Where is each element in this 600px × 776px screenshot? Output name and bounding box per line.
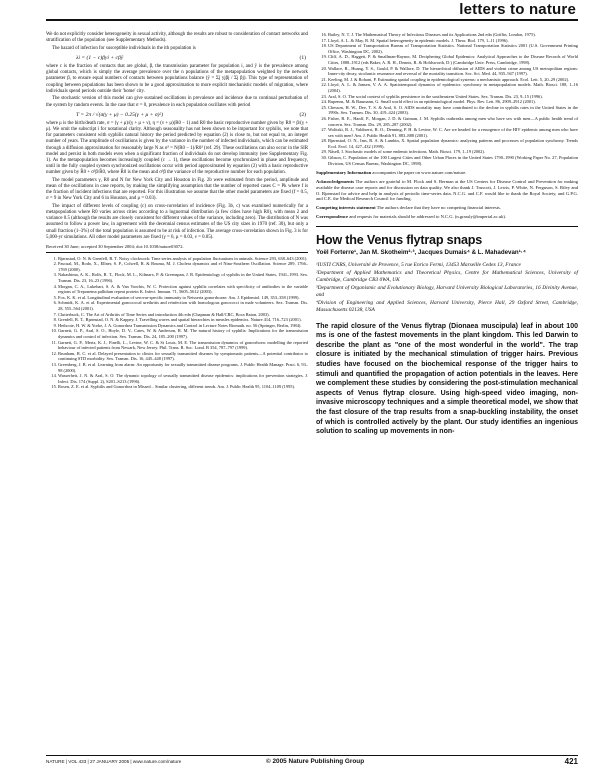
correspondence-label: Correspondence: [316, 214, 349, 220]
reference-item: 30. Gibson, C. Population of the 100 Largest Cities and Other Urban Places in the United States 1790–1990 (Working Paper No. 27, Population Division, US Census Bureau, Washington DC, 1998).: [328, 155, 578, 166]
reference-item: 25. Chesson, H. W., Dee, T. S. & Aral, S. O. AIDS mortality may have contributed to the decline in syphilis rates in the United States in the 1990s. Sex. Transm. Dis. 30, 419–424 (2003).: [328, 105, 578, 116]
correspondence: [316, 214, 578, 220]
reference-item: 12. Brunham, R. C. et al. Delayed presentation to clinics for sexually transmitted diseases by symptomatic patients—A potential contributor to continuing STD morbidity. Sex. Transm. Dis. 16, 445–448 (1997).: [58, 351, 308, 362]
competing-interests: [316, 205, 578, 211]
supplementary-label: Supplementary Information: [316, 170, 372, 176]
reference-item: 24. Rupenns, M. & Baumann, G. Small world effect in an epidemiological model. Phys. Rev. Lett. 86, 2909–2912 (2001).: [328, 99, 578, 105]
article-divider: [316, 226, 578, 227]
body-paragraph: The hazard of infection for susceptible individuals in the ith population is: [52, 45, 196, 51]
reference-item: 21. Keeling, M. J. & Rohani, P. Estimating spatial coupling in epidemiological systems: a mechanistic approach. Ecol. Lett. 5, 20–29 (2002).: [328, 77, 578, 83]
competing-label: Competing interests statement: [316, 205, 376, 211]
affiliation: ¹IUSTI CNRS, Université de Provence, 5 rue Enrico Fermi, 13453 Marseille Cedex 13, France: [316, 262, 521, 269]
reference-item: 13. Greenberg, J. B. et al. Learning from alarm: An opportunity for sexually transmitted disease programs. J. Public Health Manage. Pract. 6, 93–98 (2000).: [58, 362, 308, 373]
equation-text: λi = (1 − c)βyi + cβȳ: [76, 54, 124, 61]
affiliation: ²Department of Applied Mathematics and Theoretical Physics, Centre for Mathematical Sciences, University of Cambridge, Cambridge CB3 0WA, UK: [316, 270, 578, 284]
ack-label: Acknowledgements: [316, 179, 355, 185]
banner-rule: [46, 19, 578, 21]
left-column: [46, 32, 308, 390]
reference-item: 2. Pascual, M., Rodo, X., Ellner, S. P., Colwell, R. & Bouma, M. J. Cholera dynamics and el Nino-Southern Oscillation. Science 289, 1766–1769 (2000).: [58, 261, 308, 272]
copyright: © 2005 Nature Publishing Group: [266, 758, 365, 765]
reference-item: 15. Rosen, Z. E. et al. Syphilis and Gonorrhea in Missed... Similar clustering, different trends. Am. J. Public Health 95, 1104–1109 (1995).: [58, 384, 308, 390]
body-paragraph: The model parameters γ, R0 and N for New York City and Houston in Fig. 2b were estimated from the period, amplitude and mean of the oscillations in case reports, by making the simplifying assumption that the number of reported cases C = Pk where f is the fraction of incident infections that are reported. For this illustration we assume that the other model parameters are fixed (f = 0.5, σ = 9 in New York City and 6 in Houston, and μ = 0.03).: [46, 177, 308, 202]
reference-item: 11. Garnett, G. P., Mertz, K. J., Finelli, L., Levine, W. C. & St Louis, M. E. The transmission dynamics of gonorrhoea: modelling the reported behaviour of infected patients from Newark, New Jersey. Phil. Trans. R. Soc. Lond. B 354, 787–797 (1999).: [58, 340, 308, 351]
body-paragraph: We do not explicitly consider heterogeneity in sexual activity, although the results are robust to consideration of contact networks and stratification of the population (see Supplementary Methods).: [46, 32, 308, 44]
reference-item: 10. Garnett, G. P., Aral, S. O., Hoyle, D. V., Cates, W. & Anderson, R. M. The natural history of syphilis: Implications for the transmission dynamics and control of infection. Sex. Transm. Dis. 24, 185–200 (1997).: [58, 328, 308, 339]
received-line: Received 30 June; accepted 30 September 2004; doi:10.1038/nature03072.: [46, 243, 184, 249]
body-paragraph: The stochastic version of this model can give sustained oscillations in prevalence and incidence due to continual perturbation of the system by random events. In the case that σ = 0, prevalence in each population oscillates with period: [46, 96, 308, 108]
equation-text: T = 2π / √(σ(γ + μ) − 0.25(γ + μ + σ)²): [76, 111, 164, 118]
reference-item: 6. Schmidt, K. A. et al. Experimental gonococcal urethritis and reinfection with homologous gonococci in male volunteers. Sex. Transm. Dis. 28, 555–564 (2001).: [58, 300, 308, 311]
equation-2: [46, 112, 308, 118]
supplementary-text: accompanies the paper on www.nature.com/nature.: [372, 170, 467, 176]
reference-item: 14. Wasserheit, J. N. & Aral, S. O. The dynamic topology of sexually transmitted disease epidemics: implications for prevention strategies. J. Infect. Dis. 174 (Suppl. 2), S201–S213 (1996).: [58, 373, 308, 384]
reference-item: 29. Nåsell, I. Stochastic models of some endemic infections. Math. Biosci. 179, 1–19 (2002).: [328, 149, 578, 155]
reference-item: 8. Grenfell, B. T., Bjørnstad, O. N. & Kappey, J. Travelling waves and spatial hierarchies in measles epidemics. Nature 414, 716–723 (2001).: [58, 317, 308, 323]
reference-item: 9. Hethcote, H. W. & Yorke, J. A. Gonorrhea Transmission Dynamics and Control in Lecture Notes Biomath. no. 56 (Springer, Berlin, 1984).: [58, 323, 308, 329]
reference-item: 4. Morgan, C. A., Lukehart, S. A. & Van Voorhis, W. C. Protection against syphilis correlates with specificity of antibodies to the variable regions of Treponema pallidum repeat protein K. Infect. Immun. 71, 5605–5612 (2003).: [58, 284, 308, 295]
affiliation: ⁴Division of Engineering and Applied Sciences, Harvard University, Pierce Hall, 29 Oxford Street, Cambridge, Massachusetts 02138, USA: [316, 299, 578, 313]
reference-item: 28. Bjørnstad, O. N., Ims, R. A. & Lambin, X. Spatial population dynamics: analyzing patterns and processes of population synchrony. Trends Ecol. Evol. 14, 427–432 (1999).: [328, 138, 578, 149]
page-footer: [46, 755, 578, 770]
reference-item: 19. Cliff, A. D., Haggett, P. & Smallman-Raynor, M. Deciphering Global Epidemics: Analytical Approaches to the Disease Records of World Cities, 1888–1912 (eds Baker, A. R. H., Dennis, R. & Holdsworth, D.) (Cambridge Univ. Press, Cambridge, 1998).: [328, 54, 578, 65]
body-paragraph: where c is the fraction of contacts that are global, β, the transmission parameter for population i, and ȳ is the prevalence among global contacts, which is simply the average prevalence over the n populations of the metapopulation weighted by the network parameter β, to ensure equal numbers of contacts between populations balance (ȳ = Σj yjβj / Σj βj). This type of representation of coupling between populations has been shown to be a good approximation to more explicit mechanistic models of migration, where individuals spend periods outside their 'home' city.: [46, 64, 308, 94]
equation-number: (1): [299, 54, 306, 61]
correspondence-text: and requests for materials should be addressed to N.C.G. (n.grassly@imperial.ac.uk).: [349, 214, 507, 220]
reference-list: [46, 256, 308, 390]
section-title: letters to nature: [459, 1, 576, 18]
equation-1: [46, 55, 308, 61]
reference-item: 17. Lloyd, A. L. & May, R. M. Spatial heterogeneity in epidemic models. J. Theor. Biol. 179, 1–11 (1996).: [328, 38, 578, 44]
reference-item: 26. Fisher, R. E., Hanff, P., Morgan, J. D. & Gutman, J. M. Syphilis outbreaks among men who have sex with men—A public health trend of concern. Sex. Transm. Dis. 29, 285–287 (2002).: [328, 116, 578, 127]
ack-text: The authors are grateful to M. Flock and S. Berman at the US Centers for Disease Control and Prevention for making available the disease case reports and for discussion on data quality. We also thank J. Truscott, J. Lewis, P. White, N. Ferguson, S. Riley and O. Bjørnstad for advice and help in analysis of periodic time-series data. N.C.G. and C.F. would like to thank the Royal Society, and G.P.G. and C.E. the Medical Research Council for funding.: [316, 179, 578, 202]
reference-item: 22. Lloyd, A. L. & Jansen, V. A. A. Spatiotemporal dynamics of epidemics: synchrony in metapopulation models. Math. Biosci. 188, 1–16 (2004).: [328, 82, 578, 93]
competing-text: The authors declare that they have no competing financial interests.: [376, 205, 501, 211]
equation-number: (2): [299, 111, 306, 118]
reference-item: 1. Bjørnstad, O. N. & Grenfell, B. T. Noisy clockwork: Time series analysis of population fluctuations in animals. Science 293, 638–643 (2001).: [58, 256, 308, 262]
reference-item: 16. Bailey, N. T. J. The Mathematical Theory of Infectious Diseases and its Applications 2nd edn (Griffin, London, 1975).: [328, 32, 578, 38]
body-paragraph: The impact of different levels of coupling (c) on cross-correlation of incidence (Fig. 3b, c) was examined numerically for a metapopulation where R0 varies across cities according to a lognormal distribution (a few cities have high R0), with mean 2 and variance 0.5 (although the results are closely consistent for different values of the variance, including zero). The distribution of N was assumed to follow a power law, in agreement with the decennial census estimates of the US city sizes in 1970 (ref. 30), but only a small fraction (1–3%) of the total population is assumed to be at risk of infection. The average cross-correlation shown in Fig. 3 is for 5,000-yr simulations. All other model parameters are fixed (γ = 6, μ = 0.03, ν = 0.05).: [46, 203, 308, 240]
reference-item: 27. Wolitski, R. J., Valdiserri, R. O., Denning, P. H. & Levine, W. C. Are we headed for a resurgence of the HIV epidemic among men who have sex with men? Am. J. Public Health 91, 883–888 (2001).: [328, 127, 578, 138]
reference-item: 18. US Department of Transportation Bureau of Transportation Statistics. National Transportation Statistics 2001 (U.S. Government Printing Office, Washington DC, 2002).: [328, 43, 578, 54]
supplementary-info: [316, 170, 578, 176]
reference-item: 23. Aral, S. O. The social context of syphilis persistence in the southeastern United States. Sex. Transm. Dis. 23, 9–15 (1996).: [328, 94, 578, 100]
references-rule: [46, 252, 308, 253]
abstract: The rapid closure of the Venus flytrap (Dionaea muscipula) leaf in about 100 ms is one of the fastest movements in the plant kingdom. This led Darwin to describe the plant as "one of the most wonderful in the world". The trap closure is initiated by the mechanical stimulation of trigger hairs. Previous studies have focused on the biochemical response of the trigger hairs to stimuli and quantified the propagation of action potentials in the leaves. Here we complement these studies by considering the post-stimulation mechanical aspects of Venus flytrap closure. Using high-speed video imaging, non-invasive microscopy techniques and a simple theoretical model, we show that the fast closure of the trap results from a snap-buckling instability, the onset of which is controlled actively by the plant. Our study identifies an ingenious solution to scaling up movements in non-: [316, 322, 578, 436]
article-title: How the Venus flytrap snaps: [316, 233, 483, 248]
author-list: Yoël Forterre¹, Jan M. Skotheim²·³, Jacques Dumais⁴ & L. Mahadevan¹·⁴: [316, 249, 526, 257]
journal-info: NATURE | VOL 433 | 27 JANUARY 2005 | www.nature.com/nature: [46, 759, 182, 764]
reference-item: 3. Nakashima, A. K., Rolfs, R. T., Flock, M. L., Kilmarx, P. & Greenspan, J. R. Epidemiology of syphilis in the United States, 1941–1993. Sex. Transm. Dis. 23, 16–23 (1996).: [58, 272, 308, 283]
affiliation: ³Department of Organismic and Evolutionary Biology, Harvard University Biological Laboratories, 16 Divinity Avenue, and: [316, 285, 578, 298]
acknowledgements: [316, 179, 578, 202]
affiliation-list: [316, 262, 578, 313]
reference-item: 20. Wallace, R., Huang, Y. S., Gould, P. & Wallace, D. The hierarchical diffusion of AIDS and violent crime among US metropolitan regions: Inner-city decay, stochastic resonance and reversal of the mortality transition. Soc. Sci. Med. 44, 935–947 (1997).: [328, 66, 578, 77]
section-banner: [0, 0, 600, 22]
reference-item: 7. Clutterbuck, C. The Art of Arthritis of Time Series and introduction 4th edn (Chapman & Hall/CRC, Boca Raton, 2003).: [58, 312, 308, 318]
page-number: 421: [564, 757, 578, 766]
body-paragraph: where μ is the birth/death rate, σ = (γ + μ)/(γ + μ + ν), η = (ν + μ)(R0 − 1) and R0 the basic reproductive number given by R0 = β/(γ + μ). We omit the subscript i for notational clarity. Although seasonality has not been shown to be important for syphilis, we note that for parameters consistent with syphilis natural history the period predicted by equation (2) is close to, but not equal to, an integer number of years. The amplitude of oscillations is given by the variance in the number of infected individuals, which can be estimated through a diffusion approximation for reasonably large N as σ² = N(R0 − 1)/R0² (ref. 29). These oscillations can also occur in the SIR model and persist in both models even when a significant fraction of individuals do not develop immunity (see Supplementary Fig. 1). As the metapopulation becomes increasingly coupled (c → 1), these oscillations become synchronized in phase and frequency, until in the fully coupled system synchronized oscillations occur with period approximated by equation (2) with a basic reproductive number given by R̄0 + σ²β/R̄0, where R̄0 is the mean and σ²β the variance of the reproductive number for each population.: [46, 120, 308, 176]
reference-item: 5. Fox, K. K. et al. Longitudinal evaluation of serovar-specific immunity to Neisseria gonorrhoeae. Am. J. Epidemiol. 149, 353–358 (1999).: [58, 295, 308, 301]
reference-list: [316, 32, 578, 166]
right-column: [316, 32, 578, 438]
